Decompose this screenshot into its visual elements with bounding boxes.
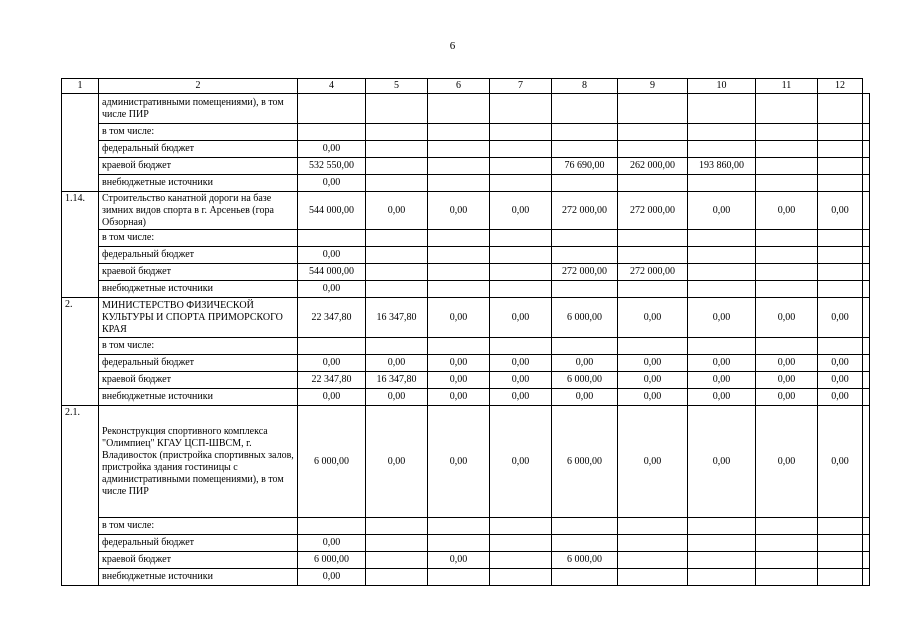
- value-cell: [490, 94, 552, 124]
- value-cell: 6 000,00: [552, 372, 618, 389]
- column-header: 2: [99, 79, 298, 94]
- value-cell: [688, 552, 756, 569]
- value-cell: [863, 569, 870, 586]
- value-cell: [366, 247, 428, 264]
- value-cell: [618, 569, 688, 586]
- value-cell: 22 347,80: [298, 298, 366, 338]
- value-cell: [618, 247, 688, 264]
- value-cell: [863, 372, 870, 389]
- value-cell: [552, 247, 618, 264]
- value-cell: [863, 338, 870, 355]
- subrow-label: в том числе:: [99, 230, 298, 247]
- value-cell: [490, 535, 552, 552]
- value-cell: [756, 158, 818, 175]
- value-cell: [863, 264, 870, 281]
- value-cell: [863, 94, 870, 124]
- item-index: 2.: [62, 298, 99, 406]
- value-cell: [756, 141, 818, 158]
- value-cell: [863, 518, 870, 535]
- subrow-label: краевой бюджет: [99, 264, 298, 281]
- value-cell: [298, 230, 366, 247]
- value-cell: 16 347,80: [366, 298, 428, 338]
- value-cell: [818, 518, 863, 535]
- value-cell: [428, 264, 490, 281]
- table-subrow: [62, 247, 870, 264]
- value-cell: [428, 338, 490, 355]
- value-cell: 0,00: [618, 298, 688, 338]
- value-cell: [863, 535, 870, 552]
- value-cell: [756, 175, 818, 192]
- value-cell: [688, 264, 756, 281]
- value-cell: 16 347,80: [366, 372, 428, 389]
- value-cell: [688, 569, 756, 586]
- value-cell: [366, 124, 428, 141]
- value-cell: [618, 124, 688, 141]
- value-cell: 0,00: [298, 175, 366, 192]
- value-cell: [366, 569, 428, 586]
- value-cell: [298, 124, 366, 141]
- table-subrow: [62, 518, 870, 535]
- value-cell: 0,00: [618, 389, 688, 406]
- value-cell: 0,00: [298, 569, 366, 586]
- value-cell: 0,00: [688, 372, 756, 389]
- value-cell: [756, 338, 818, 355]
- subrow-label: в том числе:: [99, 338, 298, 355]
- value-cell: 0,00: [688, 406, 756, 518]
- value-cell: [818, 569, 863, 586]
- subrow-label: краевой бюджет: [99, 158, 298, 175]
- value-cell: 0,00: [618, 406, 688, 518]
- item-name: МИНИСТЕРСТВО ФИЗИЧЕСКОЙ КУЛЬТУРЫ И СПОРТА ПРИМОРСКОГО КРАЯ: [99, 298, 298, 338]
- value-cell: [298, 338, 366, 355]
- value-cell: [428, 281, 490, 298]
- value-cell: 0,00: [818, 372, 863, 389]
- value-cell: [688, 124, 756, 141]
- value-cell: [818, 338, 863, 355]
- value-cell: [818, 281, 863, 298]
- column-header: 12: [818, 79, 863, 94]
- column-header: 1: [62, 79, 99, 94]
- value-cell: [863, 141, 870, 158]
- value-cell: [756, 281, 818, 298]
- value-cell: [428, 141, 490, 158]
- value-cell: 0,00: [688, 192, 756, 230]
- value-cell: 0,00: [818, 298, 863, 338]
- value-cell: 0,00: [688, 298, 756, 338]
- subrow-label: краевой бюджет: [99, 372, 298, 389]
- value-cell: 0,00: [756, 389, 818, 406]
- value-cell: [618, 230, 688, 247]
- value-cell: 0,00: [552, 355, 618, 372]
- value-cell: [428, 535, 490, 552]
- value-cell: [428, 518, 490, 535]
- value-cell: 0,00: [298, 247, 366, 264]
- value-cell: 0,00: [298, 389, 366, 406]
- value-cell: [863, 175, 870, 192]
- subrow-label: федеральный бюджет: [99, 355, 298, 372]
- value-cell: [618, 518, 688, 535]
- value-cell: [863, 355, 870, 372]
- value-cell: 0,00: [490, 192, 552, 230]
- value-cell: [428, 230, 490, 247]
- value-cell: [428, 569, 490, 586]
- value-cell: 0,00: [756, 298, 818, 338]
- value-cell: 0,00: [688, 355, 756, 372]
- column-header: 9: [618, 79, 688, 94]
- value-cell: 0,00: [490, 298, 552, 338]
- value-cell: [490, 158, 552, 175]
- table-row: [62, 298, 870, 338]
- value-cell: [863, 192, 870, 230]
- value-cell: [818, 94, 863, 124]
- value-cell: 0,00: [756, 355, 818, 372]
- value-cell: [688, 338, 756, 355]
- value-cell: 272 000,00: [618, 192, 688, 230]
- value-cell: 0,00: [818, 406, 863, 518]
- column-header: 11: [756, 79, 818, 94]
- table-subrow: [62, 552, 870, 569]
- value-cell: 0,00: [756, 192, 818, 230]
- item-name: административными помещениями), в том числе ПИР: [99, 94, 298, 124]
- subrow-label: федеральный бюджет: [99, 141, 298, 158]
- value-cell: [366, 518, 428, 535]
- value-cell: [618, 94, 688, 124]
- value-cell: [818, 158, 863, 175]
- value-cell: [428, 94, 490, 124]
- item-name: Реконструкция спортивного комплекса "Олимпиец" КГАУ ЦСП-ШВСМ, г. Владивосток (пристройка спортивных залов, пристройка здания гостиницы с административными помещениями), в том числе ПИР: [99, 406, 298, 518]
- value-cell: [618, 141, 688, 158]
- table-subrow: [62, 264, 870, 281]
- value-cell: 0,00: [298, 535, 366, 552]
- value-cell: [552, 518, 618, 535]
- value-cell: [863, 389, 870, 406]
- value-cell: [552, 175, 618, 192]
- value-cell: [818, 124, 863, 141]
- table-row: [62, 94, 870, 124]
- column-header: 4: [298, 79, 366, 94]
- table-subrow: [62, 175, 870, 192]
- value-cell: [490, 175, 552, 192]
- value-cell: [366, 264, 428, 281]
- value-cell: 544 000,00: [298, 192, 366, 230]
- value-cell: [366, 141, 428, 158]
- value-cell: [688, 518, 756, 535]
- value-cell: [298, 94, 366, 124]
- table-subrow: [62, 158, 870, 175]
- value-cell: 262 000,00: [618, 158, 688, 175]
- value-cell: 0,00: [618, 372, 688, 389]
- value-cell: [490, 281, 552, 298]
- value-cell: 6 000,00: [298, 406, 366, 518]
- value-cell: [618, 281, 688, 298]
- table-subrow: [62, 389, 870, 406]
- subrow-label: федеральный бюджет: [99, 535, 298, 552]
- value-cell: 0,00: [298, 355, 366, 372]
- value-cell: 0,00: [366, 192, 428, 230]
- table-subrow: [62, 124, 870, 141]
- value-cell: 6 000,00: [552, 406, 618, 518]
- value-cell: 0,00: [756, 372, 818, 389]
- value-cell: [618, 175, 688, 192]
- value-cell: 544 000,00: [298, 264, 366, 281]
- value-cell: [688, 281, 756, 298]
- value-cell: [552, 124, 618, 141]
- value-cell: [688, 175, 756, 192]
- value-cell: [756, 552, 818, 569]
- value-cell: 0,00: [298, 281, 366, 298]
- value-cell: [552, 94, 618, 124]
- table-subrow: [62, 535, 870, 552]
- value-cell: [818, 230, 863, 247]
- value-cell: 6 000,00: [552, 298, 618, 338]
- value-cell: [552, 338, 618, 355]
- value-cell: [756, 94, 818, 124]
- value-cell: [688, 94, 756, 124]
- item-index: 2.1.: [62, 406, 99, 586]
- value-cell: [366, 230, 428, 247]
- value-cell: [756, 230, 818, 247]
- budget-table: [61, 78, 870, 586]
- table-subrow: [62, 141, 870, 158]
- value-cell: [818, 535, 863, 552]
- value-cell: [366, 535, 428, 552]
- value-cell: 0,00: [366, 389, 428, 406]
- value-cell: [366, 175, 428, 192]
- value-cell: [298, 518, 366, 535]
- value-cell: [428, 175, 490, 192]
- value-cell: 0,00: [490, 372, 552, 389]
- column-header: 10: [688, 79, 756, 94]
- value-cell: [552, 141, 618, 158]
- value-cell: [863, 406, 870, 518]
- value-cell: [428, 158, 490, 175]
- value-cell: [863, 552, 870, 569]
- value-cell: 0,00: [298, 141, 366, 158]
- value-cell: [756, 518, 818, 535]
- value-cell: [863, 158, 870, 175]
- value-cell: 0,00: [490, 355, 552, 372]
- value-cell: 0,00: [366, 355, 428, 372]
- value-cell: 22 347,80: [298, 372, 366, 389]
- value-cell: 0,00: [428, 552, 490, 569]
- value-cell: [818, 264, 863, 281]
- item-index: [62, 94, 99, 192]
- value-cell: 0,00: [428, 298, 490, 338]
- value-cell: [863, 230, 870, 247]
- value-cell: [863, 298, 870, 338]
- value-cell: 0,00: [490, 406, 552, 518]
- value-cell: 272 000,00: [552, 192, 618, 230]
- value-cell: [490, 518, 552, 535]
- value-cell: [818, 175, 863, 192]
- value-cell: 76 690,00: [552, 158, 618, 175]
- value-cell: [366, 94, 428, 124]
- value-cell: [366, 338, 428, 355]
- column-header: 6: [428, 79, 490, 94]
- value-cell: [552, 281, 618, 298]
- value-cell: 0,00: [366, 406, 428, 518]
- subrow-label: краевой бюджет: [99, 552, 298, 569]
- value-cell: [428, 247, 490, 264]
- value-cell: [818, 552, 863, 569]
- value-cell: 0,00: [552, 389, 618, 406]
- value-cell: [490, 247, 552, 264]
- value-cell: [688, 247, 756, 264]
- value-cell: [618, 338, 688, 355]
- subrow-label: внебюджетные источники: [99, 389, 298, 406]
- value-cell: [490, 569, 552, 586]
- value-cell: 0,00: [818, 389, 863, 406]
- value-cell: [688, 230, 756, 247]
- subrow-label: в том числе:: [99, 124, 298, 141]
- value-cell: [756, 264, 818, 281]
- value-cell: [863, 281, 870, 298]
- value-cell: [552, 230, 618, 247]
- table-row: [62, 192, 870, 230]
- value-cell: [490, 230, 552, 247]
- value-cell: [863, 247, 870, 264]
- value-cell: 0,00: [490, 389, 552, 406]
- page-number: 6: [449, 40, 456, 52]
- value-cell: [818, 141, 863, 158]
- header-row: [62, 79, 870, 94]
- value-cell: [756, 124, 818, 141]
- subrow-label: внебюджетные источники: [99, 281, 298, 298]
- value-cell: [552, 569, 618, 586]
- value-cell: 272 000,00: [552, 264, 618, 281]
- item-name: Строительство канатной дороги на базе зимних видов спорта в г. Арсеньев (гора Обзорная): [99, 192, 298, 230]
- value-cell: 0,00: [756, 406, 818, 518]
- value-cell: 0,00: [688, 389, 756, 406]
- value-cell: [490, 338, 552, 355]
- item-index: 1.14.: [62, 192, 99, 298]
- value-cell: 0,00: [428, 406, 490, 518]
- value-cell: [490, 264, 552, 281]
- value-cell: 6 000,00: [552, 552, 618, 569]
- value-cell: 0,00: [618, 355, 688, 372]
- value-cell: [618, 535, 688, 552]
- value-cell: [818, 247, 863, 264]
- value-cell: [688, 141, 756, 158]
- value-cell: [428, 124, 490, 141]
- value-cell: [618, 552, 688, 569]
- value-cell: 0,00: [818, 355, 863, 372]
- table-subrow: [62, 338, 870, 355]
- value-cell: [863, 124, 870, 141]
- value-cell: 6 000,00: [298, 552, 366, 569]
- table-subrow: [62, 372, 870, 389]
- value-cell: [490, 124, 552, 141]
- value-cell: 0,00: [428, 355, 490, 372]
- value-cell: [688, 535, 756, 552]
- value-cell: [366, 158, 428, 175]
- value-cell: [756, 535, 818, 552]
- value-cell: [552, 535, 618, 552]
- value-cell: 0,00: [818, 192, 863, 230]
- table-row: [62, 406, 870, 518]
- value-cell: [756, 247, 818, 264]
- subrow-label: в том числе:: [99, 518, 298, 535]
- value-cell: 193 860,00: [688, 158, 756, 175]
- column-header: 8: [552, 79, 618, 94]
- value-cell: 272 000,00: [618, 264, 688, 281]
- value-cell: [366, 281, 428, 298]
- subrow-label: внебюджетные источники: [99, 175, 298, 192]
- table-subrow: [62, 281, 870, 298]
- table-subrow: [62, 355, 870, 372]
- column-header: 5: [366, 79, 428, 94]
- value-cell: [490, 141, 552, 158]
- subrow-label: федеральный бюджет: [99, 247, 298, 264]
- value-cell: 532 550,00: [298, 158, 366, 175]
- subrow-label: внебюджетные источники: [99, 569, 298, 586]
- column-header: 7: [490, 79, 552, 94]
- value-cell: [756, 569, 818, 586]
- table-subrow: [62, 230, 870, 247]
- value-cell: 0,00: [428, 389, 490, 406]
- value-cell: [366, 552, 428, 569]
- table-subrow: [62, 569, 870, 586]
- value-cell: [490, 552, 552, 569]
- value-cell: 0,00: [428, 372, 490, 389]
- value-cell: 0,00: [428, 192, 490, 230]
